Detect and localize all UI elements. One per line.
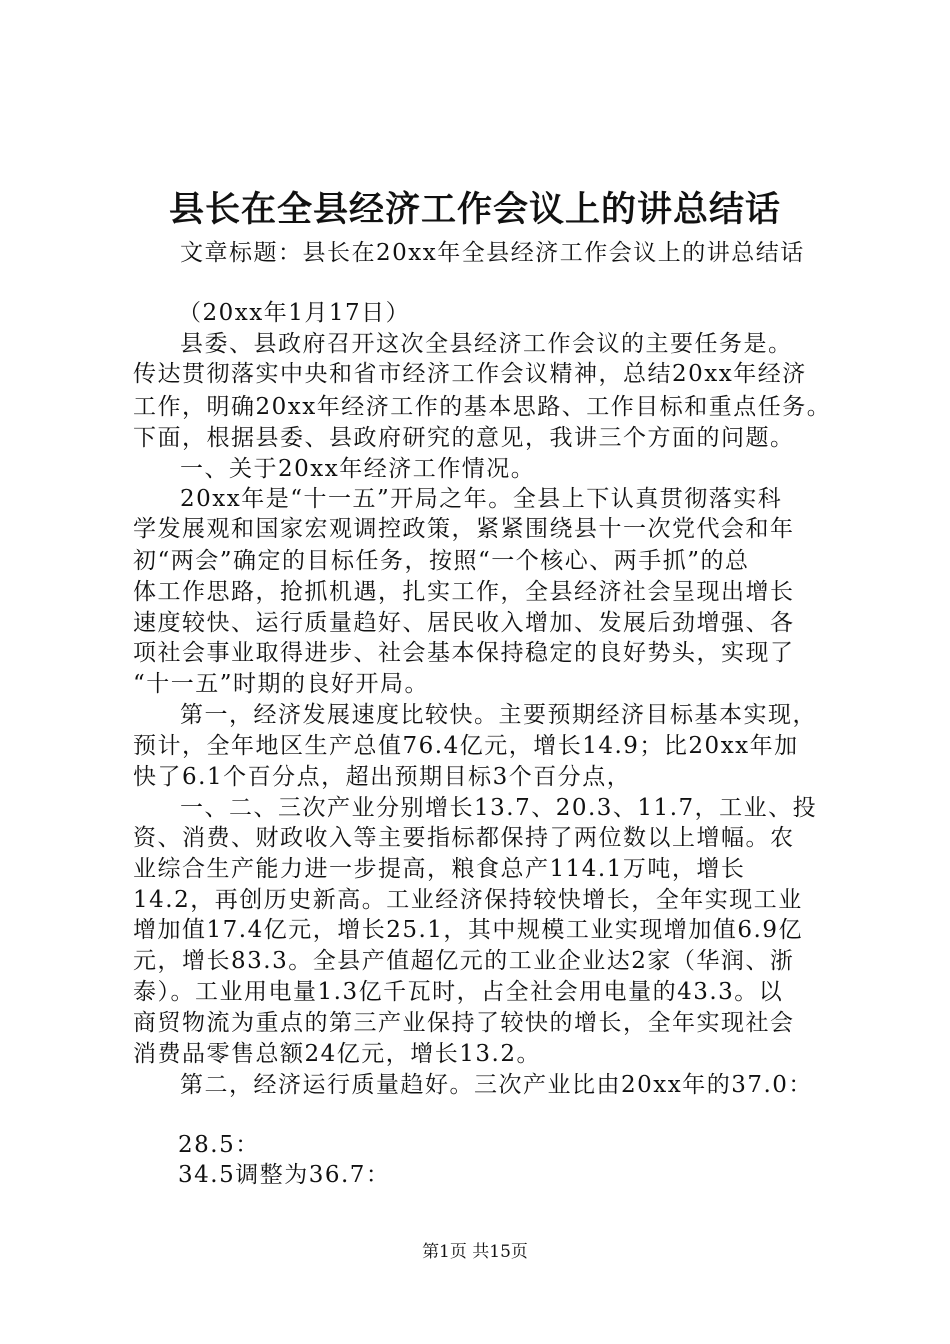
body-line: 体工作思路，抢抓机遇，扎实工作，全县经济社会呈现出增长 — [133, 579, 795, 605]
body-line: 商贸物流为重点的第三产业保持了较快的增长，全年实现社会 — [133, 1010, 795, 1036]
section-heading: 一、关于20xx年经济工作情况。 — [180, 456, 536, 482]
body-line: 第二，经济运行质量趋好。三次产业比由20xx年的37.0： — [180, 1072, 813, 1098]
page-title: 县长在全县经济工作会议上的讲总结话 — [168, 189, 781, 230]
body-line: 资、消费、财政收入等主要指标都保持了两位数以上增幅。农 — [133, 825, 795, 851]
body-line: 元，增长83.3。全县产值超亿元的工业企业达2家（华润、浙 — [133, 948, 795, 974]
body-line: 业综合生产能力进一步提高，粮食总产114.1万吨，增长 — [133, 856, 746, 882]
body-line: 初“两会”确定的目标任务，按照“一个核心、两手抓”的总 — [133, 548, 750, 574]
body-line: 项社会事业取得进步、社会基本保持稳定的良好势头，实现了 — [133, 640, 795, 666]
body-line: 34.5调整为36.7： — [178, 1162, 391, 1188]
body-line: 工作，明确20xx年经济工作的基本思路、工作目标和重点任务。 — [133, 394, 832, 420]
body-line: 传达贯彻落实中央和省市经济工作会议精神，总结20xx年经济 — [133, 361, 807, 387]
body-line: 28.5： — [178, 1132, 260, 1158]
body-line: 学发展观和国家宏观调控政策，紧紧围绕县十一次党代会和年 — [133, 516, 795, 542]
body-line: 第一，经济发展速度比较快。主要预期经济目标基本实现， — [180, 702, 817, 728]
body-line: 快了6.1个百分点，超出预期目标3个百分点， — [133, 764, 632, 790]
body-line: 消费品零售总额24亿元，增长13.2。 — [133, 1041, 541, 1067]
body-line: 20xx年是“十一五”开局之年。全县上下认真贯彻落实科 — [180, 486, 783, 512]
subtitle-line: 文章标题：县长在20xx年全县经济工作会议上的讲总结话 — [180, 240, 805, 266]
date-line: （20xx年1月17日） — [178, 300, 411, 326]
body-line: 预计，全年地区生产总值76.4亿元，增长14.9；比20xx年加 — [133, 733, 799, 759]
body-line: 泰）。工业用电量1.3亿千瓦时，占全社会用电量的43.3。以 — [133, 979, 784, 1005]
page-number-footer: 第1页 共15页 — [422, 1242, 528, 1262]
body-line: 县委、县政府召开这次全县经济工作会议的主要任务是。 — [180, 331, 793, 357]
body-line: 14.2，再创历史新高。工业经济保持较快增长，全年实现工业 — [133, 887, 803, 913]
body-line: 下面，根据县委、县政府研究的意见，我讲三个方面的问题。 — [133, 425, 795, 451]
body-line: 一、二、三次产业分别增长13.7、20.3、11.7，工业、投 — [180, 795, 818, 821]
body-line: “十一五”时期的良好开局。 — [133, 671, 430, 697]
body-line: 增加值17.4亿元，增长25.1，其中规模工业实现增加值6.9亿 — [133, 917, 803, 943]
body-line: 速度较快、运行质量趋好、居民收入增加、发展后劲增强、各 — [133, 610, 795, 636]
